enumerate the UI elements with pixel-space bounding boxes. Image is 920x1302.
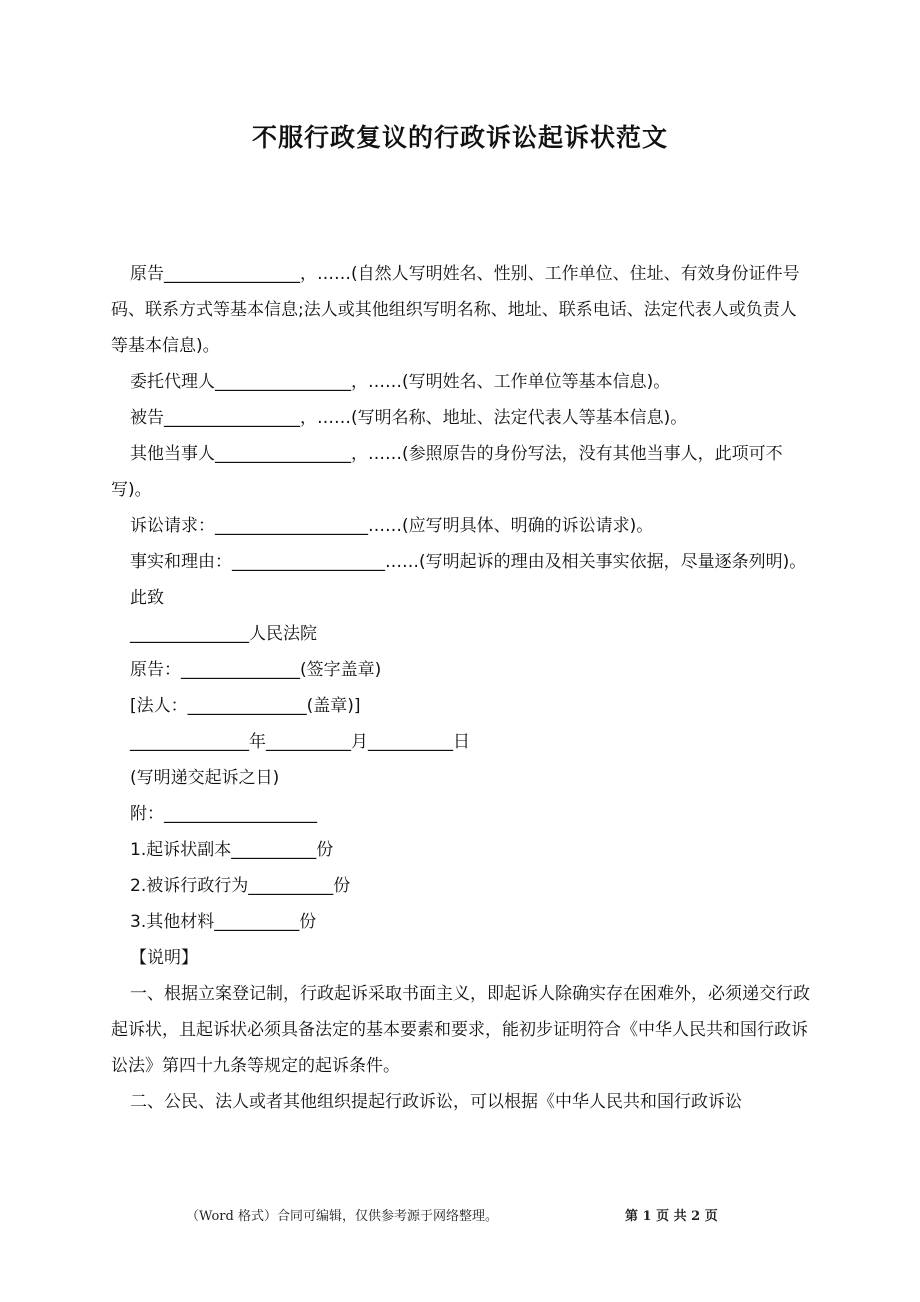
attachment-item: 3.其他材料__________份 — [130, 912, 317, 932]
paragraph-date-note: (写明递交起诉之日) — [130, 768, 280, 788]
paragraph-date: ______________年__________月__________日 — [130, 732, 470, 752]
paragraph-signature: 原告：______________(签字盖章) — [130, 660, 382, 680]
paragraph-claims: 诉讼请求：__________________……(应写明具体、明确的诉讼请求)。 — [130, 516, 654, 536]
paragraph-plaintiff: 原告________________，……(自然人写明姓名、性别、工作单位、住址、有效身份证件号码、联系方式等基本信息;法人或其他组织写明名称、地址、联系电话、法定代表人或负责人等基本信息)。 — [111, 264, 800, 356]
attachment-item: 2.被诉行政行为__________份 — [130, 876, 351, 896]
paragraph-court: ______________人民法院 — [130, 624, 317, 644]
attachment-item: 1.起诉状副本__________份 — [130, 840, 334, 860]
paragraph-agent: 委托代理人________________，……(写明姓名、工作单位等基本信息)。 — [130, 372, 671, 392]
section-heading-notes: 【说明】 — [130, 948, 198, 968]
paragraph-other-party: 其他当事人________________，……(参照原告的身份写法，没有其他当事人，此项可不写)。 — [111, 444, 783, 500]
paragraph-legal-person: [法人：______________(盖章)] — [130, 696, 361, 716]
note-paragraph: 二、公民、法人或者其他组织提起行政诉讼，可以根据《中华人民共和国行政诉讼 — [130, 1092, 742, 1112]
paragraph-defendant: 被告________________，……(写明名称、地址、法定代表人等基本信息)。 — [130, 408, 688, 428]
note-paragraph: 一、根据立案登记制，行政起诉采取书面主义，即起诉人除确实存在困难外，必须递交行政起诉状，且起诉状必须具备法定的基本要素和要求，能初步证明符合《中华人民共和国行政诉讼法》第四十九条等规定的起诉条件。 — [111, 984, 810, 1076]
paragraph-facts: 事实和理由：__________________……(写明起诉的理由及相关事实依据，尽量逐条列明)。 — [130, 552, 807, 572]
footer-note: （Word 格式）合同可编辑，仅供参考源于网络整理。 — [186, 1209, 498, 1224]
paragraph-attachment: 附：__________________ — [130, 804, 317, 824]
document-title: 不服行政复议的行政诉讼起诉状范文 — [251, 123, 668, 152]
document-body — [111, 256, 811, 1120]
paragraph-salutation: 此致 — [130, 588, 164, 608]
page-number: 第 1 页 共 2 页 — [625, 1209, 718, 1224]
